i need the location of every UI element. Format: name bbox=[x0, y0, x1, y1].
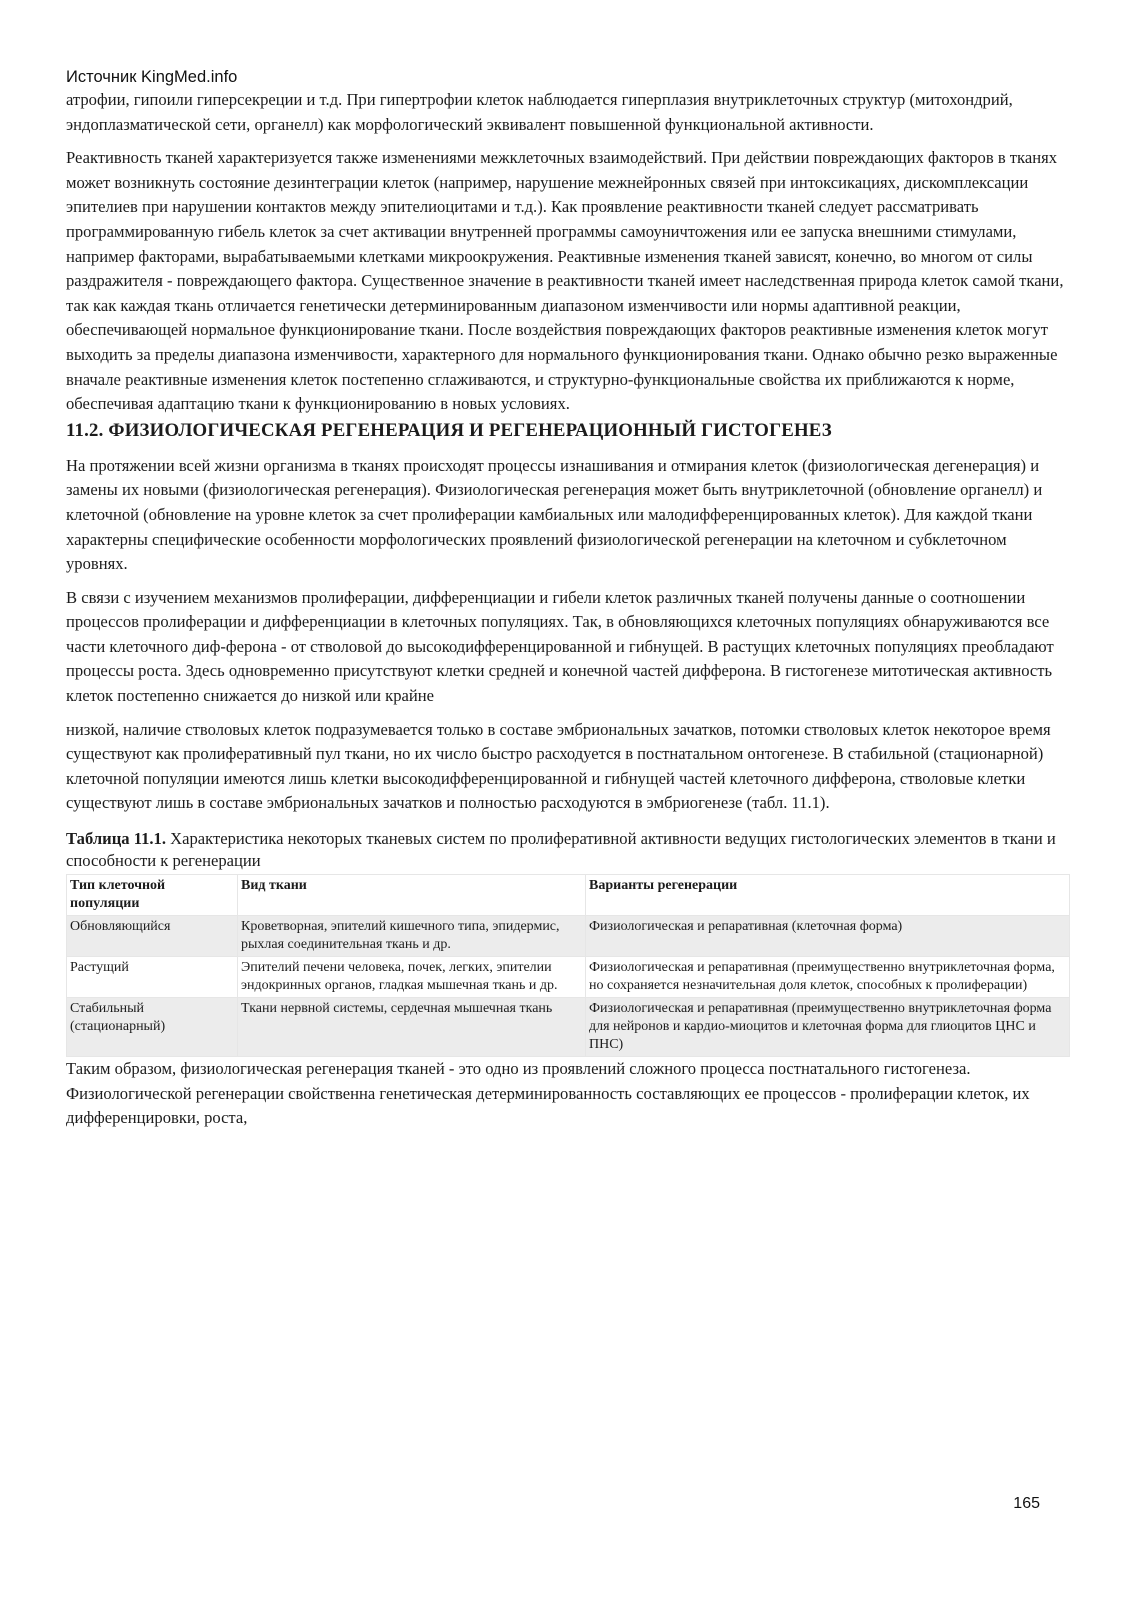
page-number: 165 bbox=[1013, 1495, 1040, 1512]
table-cell: Обновляющийся bbox=[67, 916, 238, 957]
table-row bbox=[67, 916, 1070, 957]
paragraph-reactivity: Реактивность тканей характеризуется также изменениями межклеточных взаимодействий. При действии повреждающих факторов в тканях может возникнуть состояние дезинтеграции клеток (например, нарушение межнейронных связей при интоксикациях, дискомплексации эпителиев при нарушении контактов между эпителиоцитами и т.д.). Как проявление реактивности тканей следует рассматривать программированную гибель клеток за счет активации внутренней программы самоуничтожения или ее запуска внешними стимулами, например факторами, вырабатываемыми клетками микроокружения. Реактивные изменения тканей зависят, конечно, во многом от силы раздражителя - повреждающего фактора. Существенное значение в реактивности тканей имеет наследственная природа клеток самой ткани, так как каждая ткань отличается генетически детерминированным диапазоном изменчивости или нормы адаптивной реакции, обеспечивающей нормальное функционирование ткани. После воздействия повреждающих факторов реактивные изменения клеток могут выходить за пределы диапазона изменчивости, характерного для нормального функционирования ткани. Однако обычно резко выраженные вначале реактивные изменения клеток постепенно сглаживаются, и структурно-функциональные свойства их приближаются к норме, обеспечивая адаптацию ткани к функционированию в новых условиях. bbox=[66, 148, 1064, 414]
table-cell: Кроветворная, эпителий кишечного типа, эпидермис, рыхлая соединительная ткань и др. bbox=[238, 916, 586, 957]
table-cell: Растущий bbox=[67, 957, 238, 998]
table-cell: Физиологическая и репаративная (преимущественно внутриклеточная форма для нейронов и кардио-миоцитов и клеточная форма для глиоцитов ЦНС и ПНС) bbox=[586, 998, 1070, 1057]
table-cell: Физиологическая и репаративная (преимущественно внутриклеточная форма, но сохраняется незначительная доля клеток, способных к пролиферации) bbox=[586, 957, 1070, 998]
paragraph-physiological-regeneration: На протяжении всей жизни организма в тканях происходят процессы изнашивания и отмирания клеток (физиологическая дегенерация) и замены их новыми (физиологическая регенерация). Физиологическая регенерация может быть внутриклеточной (обновление органелл) и клеточной (обновление на уровне клеток за счет пролиферации камбиальных или малодифференцированных клеток). Для каждой ткани характерны специфические особенности морфологических проявлений физиологической регенерации на клеточном и субклеточном уровнях. bbox=[66, 455, 1043, 574]
paragraph-stem-cells: низкой, наличие стволовых клеток подразумевается только в составе эмбриональных зачатков, потомки стволовых клеток некоторое время существуют как пролиферативный пул ткани, но их число быстро расходуется в постнатальном онтогенезе. В стабильной (стационарной) клеточной популяции имеются лишь клетки высокодифференцированной и гибнущей частей клеточного дифферона, стволовые клетки существуют лишь в составе эмбриональных зачатков и полностью расходуются в эмбриогенезе (табл. 11.1). bbox=[66, 719, 1051, 813]
table-header-cell: Тип клеточной популяции bbox=[67, 875, 238, 916]
table-header-row bbox=[67, 875, 1070, 916]
table-cell: Ткани нервной системы, сердечная мышечная ткань bbox=[238, 998, 586, 1057]
regeneration-table bbox=[66, 874, 1070, 1057]
table-caption bbox=[66, 828, 1064, 872]
table-header-cell: Варианты регенерации bbox=[586, 875, 1070, 916]
table-caption-text: Характеристика некоторых тканевых систем по пролиферативной активности ведущих гистологических элементов в ткани и способности к регенерации bbox=[66, 829, 1056, 871]
paragraph-proliferation: В связи с изучением механизмов пролиферации, дифференциации и гибели клеток различных тканей получены данные о соотношении процессов пролиферации и дифференциации в клеточных популяциях. Так, в обновляющихся клеточных популяциях обнаруживаются все части клеточного диф-ферона - от стволовой до высокодифференцированной и гибнущей. В растущих клеточных популяциях преобладают процессы роста. Здесь одновременно присутствуют клетки средней и конечной частей дифферона. В гистогенезе митотическая активность клеток постепенно снижается до низкой или крайне bbox=[66, 587, 1054, 706]
table-header-cell: Вид ткани bbox=[238, 875, 586, 916]
table-row bbox=[67, 957, 1070, 998]
table-cell: Стабильный (стационарный) bbox=[67, 998, 238, 1057]
section-heading: 11.2. ФИЗИОЛОГИЧЕСКАЯ РЕГЕНЕРАЦИЯ И РЕГЕНЕРАЦИОННЫЙ ГИСТОГЕНЕЗ bbox=[66, 419, 832, 441]
table-caption-label: Таблица 11.1. bbox=[66, 829, 166, 849]
paragraph-intro: атрофии, гипоили гиперсекреции и т.д. При гипертрофии клеток наблюдается гиперплазия внутриклеточных структур (митохондрий, эндоплазматической сети, органелл) как морфологический эквивалент повышенной функциональной активности. bbox=[66, 90, 1013, 134]
table-cell: Физиологическая и репаративная (клеточная форма) bbox=[586, 916, 1070, 957]
table-row bbox=[67, 998, 1070, 1057]
source-line: Источник KingMed.info bbox=[66, 68, 238, 86]
paragraph-conclusion: Таким образом, физиологическая регенерация тканей - это одно из проявлений сложного процесса постнатального гистогенеза. Физиологической регенерации свойственна генетическая детерминированность составляющих ее процессов - пролиферации клеток, их дифференцировки, роста, bbox=[66, 1059, 1030, 1128]
table-cell: Эпителий печени человека, почек, легких, эпителии эндокринных органов, гладкая мышечная ткань и др. bbox=[238, 957, 586, 998]
